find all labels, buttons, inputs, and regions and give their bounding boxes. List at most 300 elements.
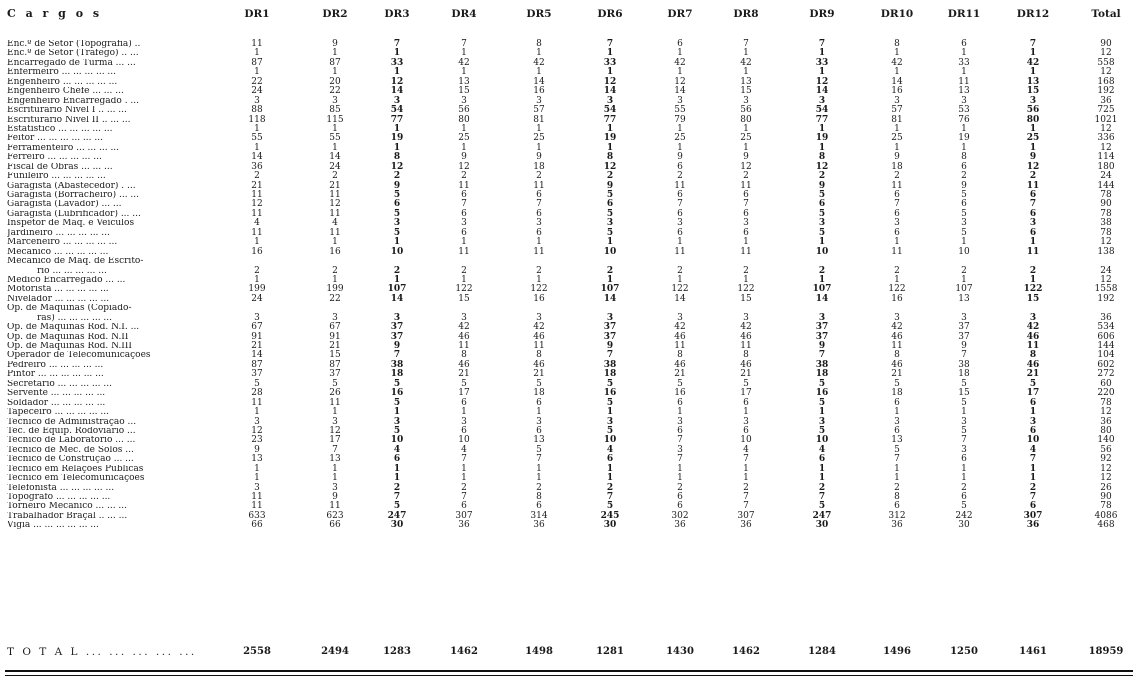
cell-dr6: 33 — [603, 57, 617, 68]
cell-dr1: 1 — [254, 123, 260, 134]
cell-dr6: 5 — [606, 397, 614, 408]
cell-dr2: 12 — [329, 425, 341, 436]
cell-dr5: 6 — [536, 208, 542, 219]
cell-dr5: 18 — [533, 388, 545, 399]
row-label: Pedreiro ... ... ... ... ... — [7, 360, 104, 370]
cell-dr11: 6 — [961, 199, 967, 210]
row-label: ras) ... ... ... ... ... — [37, 313, 113, 323]
cell-dr4: 1 — [461, 48, 467, 59]
cell-dr6: 18 — [603, 369, 617, 380]
cell-dr11: 1 — [961, 123, 967, 134]
cell-dr3: 4 — [393, 444, 401, 455]
cell-dr4: 1 — [461, 123, 467, 134]
cell-dr5: 8 — [536, 492, 542, 502]
row-label: Técnico de Laboratório ... ... — [7, 436, 136, 446]
cell-dr10: 3 — [894, 416, 900, 427]
cell-dr1: 22 — [251, 76, 263, 87]
cell-dr9: 10 — [815, 435, 829, 446]
cell-dr1: 3 — [254, 95, 260, 106]
cell-dr2: 17 — [329, 435, 341, 446]
cell-dr10: 3 — [894, 95, 900, 106]
cell-dr3: 8 — [393, 152, 401, 163]
cell-dr4: 3 — [461, 416, 467, 427]
cell-dr1: 87 — [251, 359, 263, 370]
cell-total: 534 — [1097, 322, 1115, 333]
row-label: Técnico de Administração ... — [7, 417, 137, 427]
cell-dr5: 42 — [533, 322, 545, 333]
cell-dr12: 6 — [1029, 208, 1037, 219]
cell-dr4: 1 — [461, 463, 467, 474]
header-dr6: DR6 — [597, 8, 623, 20]
cell-dr10: 1 — [894, 123, 900, 134]
cell-dr9: 12 — [815, 161, 829, 172]
cell-dr7: 42 — [674, 57, 686, 68]
cell-total: 12 — [1100, 67, 1112, 78]
row-label: Garagista (Borracheiro) ... ... — [7, 191, 139, 200]
cell-dr9: 107 — [812, 284, 832, 295]
cell-dr7: 2 — [677, 171, 683, 182]
cell-dr10: 14 — [891, 76, 903, 87]
cell-dr11: 30 — [958, 520, 970, 531]
cell-dr2: 22 — [329, 86, 341, 97]
table-row — [0, 210, 1140, 219]
table-row — [0, 370, 1140, 379]
cell-dr6: 37 — [603, 331, 617, 342]
cell-dr3: 54 — [390, 105, 404, 116]
cell-dr2: 1 — [332, 463, 338, 474]
cell-dr4: 36 — [458, 520, 470, 531]
cell-dr3: 3 — [393, 416, 401, 427]
cell-dr2: 4 — [332, 218, 338, 229]
cell-dr4: 1 — [461, 274, 467, 285]
double-rule-bottom — [5, 675, 1133, 676]
cell-dr8: 6 — [743, 190, 749, 200]
cell-dr8: 7 — [743, 454, 749, 465]
table-row — [0, 455, 1140, 464]
cell-dr3: 10 — [390, 246, 404, 257]
cell-total: 140 — [1097, 435, 1115, 446]
cell-dr4: 2 — [461, 482, 467, 493]
cell-dr11: 6 — [961, 492, 967, 502]
cell-dr9: 38 — [815, 359, 829, 370]
cell-dr8: 36 — [740, 520, 752, 531]
cell-dr4: 5 — [461, 378, 467, 389]
cell-dr6: 5 — [606, 190, 614, 200]
cell-dr3: 7 — [393, 350, 401, 361]
header-dr10: DR10 — [880, 8, 914, 20]
cell-dr6: 3 — [606, 312, 614, 323]
cell-total: 36 — [1100, 416, 1112, 427]
cell-dr2: 13 — [329, 454, 341, 465]
cell-dr1: 12 — [251, 425, 263, 436]
cell-dr6: 6 — [606, 454, 614, 465]
cell-dr8: 1 — [743, 237, 749, 248]
cell-dr8: 2 — [743, 482, 749, 493]
cell-dr2: 3 — [332, 416, 338, 427]
cell-dr1: 11 — [251, 39, 263, 49]
row-label: Téc. de Equip. Rodoviário ... — [7, 426, 136, 436]
cell-total: 24 — [1100, 171, 1112, 182]
cell-dr6: 245 — [600, 510, 620, 521]
cell-dr7: 1 — [677, 67, 683, 78]
cell-dr12: 5 — [1029, 378, 1037, 389]
cell-dr7: 21 — [674, 369, 686, 380]
header-dr1: DR1 — [244, 8, 270, 20]
table-row — [0, 295, 1140, 304]
cell-dr4: 21 — [458, 369, 470, 380]
cell-dr3: 6 — [393, 454, 401, 465]
cell-dr2: 91 — [329, 331, 341, 342]
cell-dr4: 56 — [458, 105, 470, 116]
cell-dr6: 5 — [606, 208, 614, 219]
table-row — [0, 182, 1140, 191]
cell-dr5: 6 — [536, 227, 542, 238]
cell-dr7: 7 — [677, 435, 683, 446]
cell-dr12: 42 — [1026, 57, 1040, 68]
cell-dr3: 33 — [390, 57, 404, 68]
cell-dr12: 3 — [1029, 95, 1037, 106]
cell-dr12: 25 — [1026, 133, 1040, 144]
cell-dr5: 1 — [536, 67, 542, 78]
cell-dr11: 7 — [961, 350, 967, 361]
cell-dr12: 15 — [1026, 86, 1040, 97]
row-label: Ferramenteiro ... ... ... ... — [7, 143, 120, 153]
cell-dr11: 8 — [961, 152, 967, 163]
cell-dr5: 14 — [533, 76, 545, 87]
cell-dr9: 1 — [818, 463, 826, 474]
row-label: Engenheiro Encarregado . ... — [7, 96, 140, 106]
cell-dr5: 11 — [533, 246, 545, 257]
cell-dr12: 122 — [1023, 284, 1043, 295]
cell-dr6: 1 — [606, 407, 614, 418]
row-label: Engenheiro Chefe ... ... ... — [7, 87, 124, 97]
cell-dr9: 7 — [818, 350, 826, 361]
cell-total: 56 — [1100, 444, 1112, 455]
cell-dr7: 11 — [674, 180, 686, 191]
cell-dr5: 13 — [533, 435, 545, 446]
cell-dr11: 15 — [958, 388, 970, 399]
cell-total: 114 — [1097, 152, 1115, 163]
cell-dr3: 3 — [393, 95, 401, 106]
cell-dr12: 7 — [1029, 492, 1037, 502]
cell-dr6: 7 — [606, 39, 614, 49]
cell-dr2: 9 — [332, 492, 338, 502]
cell-dr10: 6 — [894, 397, 900, 408]
cell-dr3: 3 — [393, 312, 401, 323]
table-row — [0, 219, 1140, 228]
cell-dr9: 6 — [818, 199, 826, 210]
cell-dr8: 17 — [740, 388, 752, 399]
cell-dr12: 1 — [1029, 274, 1037, 285]
cell-dr10: 6 — [894, 190, 900, 200]
cell-dr11: 3 — [961, 312, 967, 323]
table-row — [0, 200, 1140, 209]
cell-dr10: 122 — [888, 284, 906, 295]
cell-dr11: 5 — [961, 190, 967, 200]
cell-dr11: 38 — [958, 359, 970, 370]
table-body — [0, 40, 1140, 531]
cell-dr11: 5 — [961, 501, 967, 512]
cell-dr9: 1 — [818, 274, 826, 285]
cell-total: 192 — [1097, 293, 1115, 304]
cell-dr6: 6 — [606, 199, 614, 210]
cell-dr4: 1 — [461, 473, 467, 484]
cell-dr5: 1 — [536, 407, 542, 418]
cell-dr2: 12 — [329, 199, 341, 210]
cell-dr4: 3 — [461, 95, 467, 106]
cell-dr10: 6 — [894, 227, 900, 238]
cell-dr6: 10 — [603, 246, 617, 257]
cell-dr8: 46 — [740, 331, 752, 342]
total-dr9: 1284 — [808, 646, 836, 657]
cell-dr7: 12 — [674, 76, 686, 87]
cell-dr6: 14 — [603, 86, 617, 97]
cell-dr1: 24 — [251, 293, 263, 304]
total-total: 18959 — [1088, 646, 1124, 657]
cell-dr6: 1 — [606, 142, 614, 153]
cell-dr9: 5 — [818, 208, 826, 219]
cell-dr1: 11 — [251, 492, 263, 502]
cell-dr10: 312 — [888, 510, 906, 521]
cell-dr10: 7 — [894, 199, 900, 210]
cell-dr4: 6 — [461, 397, 467, 408]
cell-dr1: 55 — [251, 133, 263, 144]
cell-total: 602 — [1097, 359, 1115, 370]
cell-dr1: 2 — [254, 171, 260, 182]
cell-dr9: 1 — [818, 473, 826, 484]
cell-dr3: 1 — [393, 48, 401, 59]
cell-dr2: 11 — [329, 227, 341, 238]
cell-dr10: 1 — [894, 142, 900, 153]
cell-dr5: 3 — [536, 416, 542, 427]
cell-dr4: 2 — [461, 171, 467, 182]
total-dr2: 2494 — [321, 646, 349, 657]
row-label: Funileiro ... ... ... ... ... — [7, 172, 106, 182]
cell-dr10: 42 — [891, 57, 903, 68]
row-label: Op. de Máquinas (Copiado- — [7, 304, 132, 314]
cell-dr2: 5 — [332, 378, 338, 389]
cell-dr12: 2 — [1029, 482, 1037, 493]
cell-dr9: 18 — [815, 369, 829, 380]
cell-dr8: 8 — [743, 350, 749, 361]
cell-dr3: 19 — [390, 133, 404, 144]
cell-dr12: 56 — [1026, 105, 1040, 116]
cell-dr8: 2 — [743, 171, 749, 182]
cell-dr5: 1 — [536, 473, 542, 484]
cell-dr1: 11 — [251, 501, 263, 512]
cell-dr6: 16 — [603, 388, 617, 399]
row-label: Servente ... ... ... ... ... — [7, 389, 106, 399]
row-label: rio ... ... ... ... ... — [37, 266, 107, 276]
cell-dr11: 2 — [961, 482, 967, 493]
cell-dr5: 1 — [536, 48, 542, 59]
cell-dr2: 623 — [326, 510, 344, 521]
cell-dr8: 6 — [743, 425, 749, 436]
cell-dr10: 1 — [894, 473, 900, 484]
cell-dr10: 11 — [891, 341, 903, 351]
cell-dr8: 25 — [740, 133, 752, 144]
cell-dr5: 7 — [536, 454, 542, 465]
table-row — [0, 436, 1140, 445]
table-row — [0, 153, 1140, 162]
cell-dr2: 9 — [332, 39, 338, 49]
cell-dr11: 1 — [961, 407, 967, 418]
cell-dr11: 5 — [961, 208, 967, 219]
cell-dr2: 37 — [329, 369, 341, 380]
cell-dr7: 46 — [674, 359, 686, 370]
cell-dr7: 3 — [677, 218, 683, 229]
cell-dr12: 7 — [1029, 454, 1037, 465]
cell-dr2: 11 — [329, 501, 341, 512]
cell-dr4: 2 — [461, 265, 467, 276]
cell-dr8: 7 — [743, 199, 749, 210]
cell-dr5: 25 — [533, 133, 545, 144]
table-row — [0, 40, 1140, 49]
cell-dr10: 16 — [891, 86, 903, 97]
cell-dr10: 7 — [894, 454, 900, 465]
cell-dr8: 1 — [743, 48, 749, 59]
cell-dr4: 7 — [461, 492, 467, 502]
cell-total: 12 — [1100, 142, 1112, 153]
row-label: Marceneiro ... ... ... ... ... — [7, 238, 118, 248]
row-label: Torneiro Mecânico ... ... ... — [7, 502, 128, 512]
cell-dr7: 1 — [677, 142, 683, 153]
row-label: Ferreiro ... ... ... ... ... — [7, 153, 102, 163]
cell-dr5: 1 — [536, 274, 542, 285]
cell-dr4: 12 — [458, 161, 470, 172]
cell-dr2: 1 — [332, 407, 338, 418]
cell-dr6: 2 — [606, 171, 614, 182]
cell-dr6: 38 — [603, 359, 617, 370]
cell-dr8: 80 — [740, 114, 752, 125]
row-label: Encarregado de Turma ... ... — [7, 58, 136, 68]
cell-dr7: 6 — [677, 39, 683, 49]
cell-dr12: 12 — [1026, 161, 1040, 172]
cell-dr9: 1 — [818, 48, 826, 59]
cell-dr2: 14 — [329, 152, 341, 163]
cell-dr5: 6 — [536, 397, 542, 408]
cell-dr5: 11 — [533, 341, 545, 351]
cell-total: 24 — [1100, 265, 1112, 276]
cell-dr3: 9 — [393, 180, 401, 191]
row-label: Engenheiro ... ... ... ... ... — [7, 77, 118, 87]
cell-dr6: 1 — [606, 237, 614, 248]
cell-dr10: 13 — [891, 435, 903, 446]
cell-total: 12 — [1100, 274, 1112, 285]
cell-dr3: 37 — [390, 331, 404, 342]
cell-dr12: 1 — [1029, 463, 1037, 474]
cell-dr11: 1 — [961, 237, 967, 248]
cell-dr11: 53 — [958, 105, 970, 116]
cell-dr9: 1 — [818, 123, 826, 134]
cell-dr8: 4 — [743, 444, 749, 455]
cell-dr9: 5 — [818, 425, 826, 436]
cell-total: 78 — [1100, 190, 1112, 200]
cell-dr10: 9 — [894, 152, 900, 163]
cell-dr7: 7 — [677, 199, 683, 210]
cell-total: 1558 — [1094, 284, 1118, 295]
cell-total: 468 — [1097, 520, 1115, 531]
cell-dr12: 3 — [1029, 218, 1037, 229]
cell-dr12: 307 — [1023, 510, 1043, 521]
cell-dr1: 91 — [251, 331, 263, 342]
cell-dr3: 12 — [390, 161, 404, 172]
cell-dr11: 3 — [961, 416, 967, 427]
cell-dr9: 30 — [815, 520, 829, 531]
cell-dr11: 37 — [958, 322, 970, 333]
cell-dr3: 1 — [393, 67, 401, 78]
cell-dr10: 5 — [894, 444, 900, 455]
cell-dr12: 1 — [1029, 142, 1037, 153]
cell-total: 26 — [1100, 482, 1112, 493]
cell-dr12: 13 — [1026, 76, 1040, 87]
cell-dr7: 6 — [677, 208, 683, 219]
cell-dr4: 80 — [458, 114, 470, 125]
cell-dr10: 1 — [894, 237, 900, 248]
cell-dr4: 6 — [461, 190, 467, 200]
cell-dr12: 36 — [1026, 520, 1040, 531]
cell-dr11: 5 — [961, 227, 967, 238]
cell-dr10: 8 — [894, 39, 900, 49]
cell-dr10: 2 — [894, 482, 900, 493]
row-label: Escriturário Nível I .. ... ... — [7, 106, 127, 116]
cell-dr1: 3 — [254, 312, 260, 323]
cell-dr1: 1 — [254, 237, 260, 248]
row-label: Garagista (Lavador) ... ... — [7, 200, 122, 210]
cell-dr4: 307 — [455, 510, 473, 521]
cell-dr2: 199 — [326, 284, 344, 295]
cell-dr5: 3 — [536, 218, 542, 229]
cell-dr1: 118 — [248, 114, 266, 125]
total-dr6: 1281 — [596, 646, 624, 657]
cell-dr7: 46 — [674, 331, 686, 342]
total-dr1: 2558 — [243, 646, 271, 657]
cell-dr5: 5 — [536, 378, 542, 389]
cell-total: 192 — [1097, 86, 1115, 97]
cell-dr1: 199 — [248, 284, 266, 295]
cell-dr7: 1 — [677, 407, 683, 418]
cell-dr7: 14 — [674, 293, 686, 304]
cell-dr9: 54 — [815, 105, 829, 116]
cell-dr2: 21 — [329, 341, 341, 351]
cell-dr4: 11 — [458, 180, 470, 191]
cell-dr7: 6 — [677, 492, 683, 502]
cell-dr7: 11 — [674, 246, 686, 257]
cell-dr6: 1 — [606, 463, 614, 474]
cell-dr6: 2 — [606, 265, 614, 276]
cell-dr1: 14 — [251, 152, 263, 163]
table-row — [0, 87, 1140, 96]
cell-dr9: 9 — [818, 180, 826, 191]
cell-dr9: 10 — [815, 246, 829, 257]
cell-dr7: 42 — [674, 322, 686, 333]
cell-dr11: 76 — [958, 114, 970, 125]
cell-dr4: 13 — [458, 76, 470, 87]
cell-dr11: 3 — [961, 95, 967, 106]
cell-dr4: 15 — [458, 86, 470, 97]
cell-dr11: 10 — [958, 246, 970, 257]
cell-dr7: 6 — [677, 397, 683, 408]
row-label: Soldador ... ... ... ... ... — [7, 398, 106, 408]
cell-dr2: 85 — [329, 105, 341, 116]
cell-dr11: 1 — [961, 48, 967, 59]
cell-dr3: 1 — [393, 142, 401, 153]
cell-dr4: 1 — [461, 407, 467, 418]
cell-dr12: 46 — [1026, 359, 1040, 370]
table-row — [0, 172, 1140, 181]
cell-dr6: 9 — [606, 341, 614, 351]
cell-dr6: 1 — [606, 67, 614, 78]
